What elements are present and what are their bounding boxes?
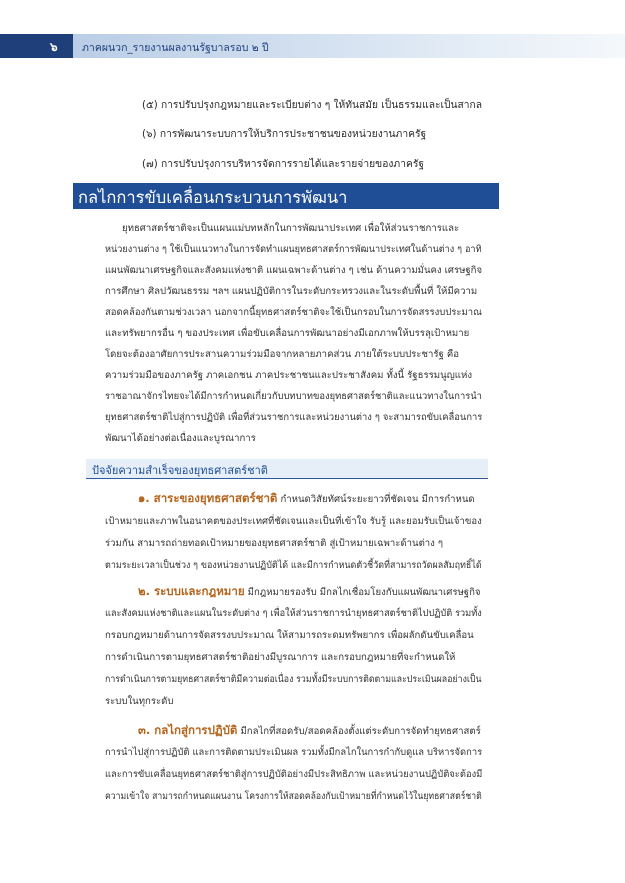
subsection-title: ปัจจัยความสำเร็จของยุทธศาสตร์ชาติ xyxy=(92,464,268,477)
factor-heading: ๑. สาระของยุทธศาสตร์ชาติ xyxy=(138,491,278,505)
paragraph-line: แผนพัฒนาเศรษฐกิจและสังคมแห่งชาติ แผนเฉพาะด้านต่าง ๆ เช่น ด้านความมั่นคง เศรษฐกิจ xyxy=(105,265,483,276)
factor-line: เป้าหมายและภาพในอนาคตของประเทศที่ชัดเจนและเป็นที่เข้าใจ รับรู้ และยอมรับเป็นเจ้าของ xyxy=(105,516,482,527)
list-item-5: (๕) การปรับปรุงกฎหมายและระเบียบต่าง ๆ ให้ทันสมัย เป็นธรรมและเป็นสากล xyxy=(142,99,483,111)
factor-line: การนำไปสู่การปฏิบัติ และการติดตามประเมินผล รวมทั้งมีกลไกในการกำกับดูแล บริหารจัดการ xyxy=(105,747,483,758)
factor-line: ความเข้าใจ สามารถกำหนดแผนงาน โครงการให้สอดคล้องกับเป้าหมายที่กำหนดไว้ในยุทธศาสตร์ชาติ xyxy=(105,791,482,802)
factor-text: มีกลไกที่สอดรับ/สอดคล้องตั้งแต่ระดับการจัดทำยุทธศาสตร์ xyxy=(240,726,481,737)
factor-line: ร่วมกัน สามารถถ่ายทอดเป้าหมายของยุทธศาสตร์ชาติ สู่เป้าหมายเฉพาะด้านต่าง ๆ xyxy=(105,538,444,549)
list-item-6: (๖) การพัฒนาระบบการให้บริการประชาชนของหน่วยงานภาครัฐ xyxy=(142,128,427,140)
paragraph-line: โดยจะต้องอาศัยการประสานความร่วมมือจากหลายภาคส่วน ภายใต้ระบบประชารัฐ คือ xyxy=(105,349,460,360)
running-header-title: ภาคผนวก_รายงานผลงานรัฐบาลรอบ ๒ ปี xyxy=(82,42,269,54)
factor-line: ระบบในทุกระดับ xyxy=(105,696,174,707)
paragraph-line: ความร่วมมือของภาครัฐ ภาคเอกชน ภาคประชาชนและประชาสังคม ทั้งนี้ รัฐธรรมนูญแห่ง xyxy=(105,370,472,381)
factor-line: ตามระยะเวลาเป็นช่วง ๆ ของหน่วยงานปฏิบัติได้ และมีการกำหนดตัวชี้วัดที่สามารถวัดผลสัมฤทธิ์ได้ xyxy=(105,560,482,571)
list-item-7: (๗) การปรับปรุงการบริหารจัดการรายได้และรายจ่ายของภาครัฐ xyxy=(142,158,425,170)
factor-line: และการขับเคลื่อนยุทธศาสตร์ชาติสู่การปฏิบัติอย่างมีประสิทธิภาพ และหน่วยงานปฏิบัติจะต้องมี xyxy=(105,769,483,780)
factor-line: การดำเนินการตามยุทธศาสตร์ชาติมีความต่อเนื่อง รวมทั้งมีระบบการติดตามและประเมินผลอย่างเป็น xyxy=(105,674,482,685)
paragraph-line: และทรัพยากรอื่น ๆ ของประเทศ เพื่อขับเคลื่อนการพัฒนาอย่างมีเอกภาพให้บรรลุเป้าหมาย xyxy=(105,328,470,339)
paragraph-line: หน่วยงานต่าง ๆ ใช้เป็นแนวทางในการจัดทำแผนยุทธศาสตร์การพัฒนาประเทศในด้านต่าง ๆ อาทิ xyxy=(105,244,482,255)
factor-line: การดำเนินการตามยุทธศาสตร์ชาติอย่างมีบูรณาการ และกรอบกฎหมายที่จะกำหนดให้ xyxy=(105,652,456,663)
paragraph-line: ยุทธศาสตร์ชาติไปสู่การปฏิบัติ เพื่อที่ส่วนราชการและหน่วยงานต่าง ๆ จะสามารถขับเคลื่อนการ xyxy=(105,412,483,423)
factor-first-line xyxy=(138,583,481,601)
section-title: กลไกการขับเคลื่อนกระบวนการพัฒนา xyxy=(78,188,348,207)
paragraph-line: พัฒนาได้อย่างต่อเนื่องและบูรณาการ xyxy=(105,433,256,444)
page-number: ๖ xyxy=(50,40,58,54)
factor-heading: ๒. ระบบและกฎหมาย xyxy=(138,584,245,598)
factor-line: และสังคมแห่งชาติและแผนในระดับต่าง ๆ เพื่อให้ส่วนราชการนำยุทธศาสตร์ชาติไปปฏิบัติ รวมทั้ง xyxy=(105,608,482,619)
factor-first-line xyxy=(138,490,475,508)
factor-line: กรอบกฎหมายด้านการจัดสรรงบประมาณ ให้สามารถระดมทรัพยากร เพื่อผลักดันขับเคลื่อน xyxy=(105,630,474,641)
factor-heading: ๓. กลไกสู่การปฏิบัติ xyxy=(138,723,238,737)
factor-text: กำหนดวิสัยทัศน์ระยะยาวที่ชัดเจน มีการกำหนด xyxy=(280,494,475,505)
paragraph-line: การศึกษา ศิลปวัฒนธรรม ฯลฯ แผนปฏิบัติการในระดับกระทรวงและในระดับพื้นที่ ให้มีความ xyxy=(105,286,478,297)
factor-first-line xyxy=(138,722,481,740)
header-page-number-block xyxy=(0,34,73,58)
paragraph-line: ยุทธศาสตร์ชาติจะเป็นแผนแม่บทหลักในการพัฒนาประเทศ เพื่อให้ส่วนราชการและ xyxy=(122,223,460,234)
paragraph-line: ราชอาณาจักรไทยจะได้มีการกำหนดเกี่ยวกับบทบาทของยุทธศาสตร์ชาติและแนวทางในการนำ xyxy=(105,391,482,402)
paragraph-line: สอดคล้องกันตามช่วงเวลา นอกจากนี้ยุทธศาสตร์ชาติจะใช้เป็นกรอบในการจัดสรรงบประมาณ xyxy=(105,307,482,318)
factor-text: มีกฎหมายรองรับ มีกลไกเชื่อมโยงกับแผนพัฒนาเศรษฐกิจ xyxy=(247,587,481,598)
